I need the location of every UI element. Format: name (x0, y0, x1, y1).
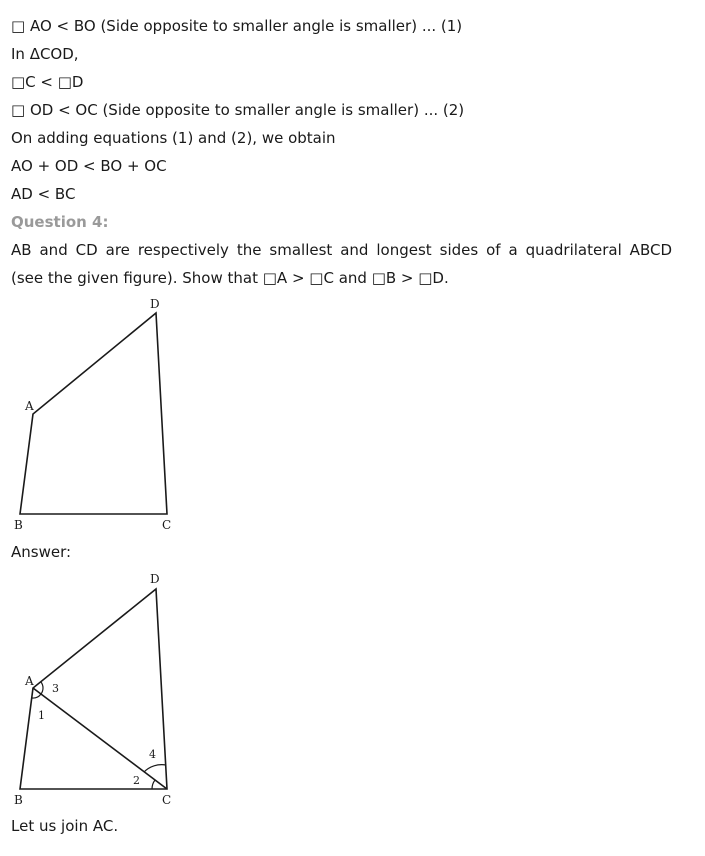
quadrilateral-figure (0, 292, 200, 532)
diagonal-ac (33, 688, 167, 789)
quadrilateral-diagonal-figure (0, 568, 200, 808)
text-line-7: AD < BC (11, 185, 76, 203)
text-line-3: □C < □D (11, 73, 84, 91)
angle-arc-1 (32, 694, 41, 698)
vertex-label-c: C (162, 793, 172, 807)
answer-final-line: Let us join AC. (11, 817, 119, 835)
text-line-2: In ΔCOD, (11, 45, 79, 63)
quadrilateral-outline (20, 589, 167, 789)
text-line-1: □ AO < BO (Side opposite to smaller angle is smaller) ... (1) (11, 17, 463, 35)
text-line-5: On adding equations (1) and (2), we obtain (11, 129, 336, 147)
angle-label-1: 1 (38, 709, 45, 722)
angle-label-4: 4 (149, 748, 156, 761)
answer-label: Answer: (11, 543, 72, 561)
text-line-6: AO + OD < BO + OC (11, 157, 167, 175)
vertex-label-a: A (25, 674, 34, 688)
vertex-label-b: B (14, 793, 23, 807)
quadrilateral-outline (20, 313, 167, 514)
vertex-label-c: C (162, 518, 172, 532)
vertex-label-b: B (14, 518, 23, 532)
angle-label-3: 3 (52, 682, 59, 695)
angle-arc-2 (152, 780, 155, 789)
text-line-4: □ OD < OC (Side opposite to smaller angle is smaller) ... (2) (11, 101, 465, 119)
question-text-line-1: AB and CD are respectively the smallest and longest sides of a quadrilateral ABCD (11, 241, 672, 259)
angle-label-2: 2 (133, 774, 140, 787)
question-heading: Question 4: (11, 213, 109, 231)
angle-arc-3 (41, 682, 43, 694)
vertex-label-d: D (150, 572, 160, 586)
vertex-label-a: A (25, 399, 34, 413)
vertex-label-d: D (150, 297, 160, 311)
angle-arc-4 (144, 765, 166, 772)
question-text-line-2: (see the given figure). Show that □A > □C and □B > □D. (11, 269, 449, 287)
